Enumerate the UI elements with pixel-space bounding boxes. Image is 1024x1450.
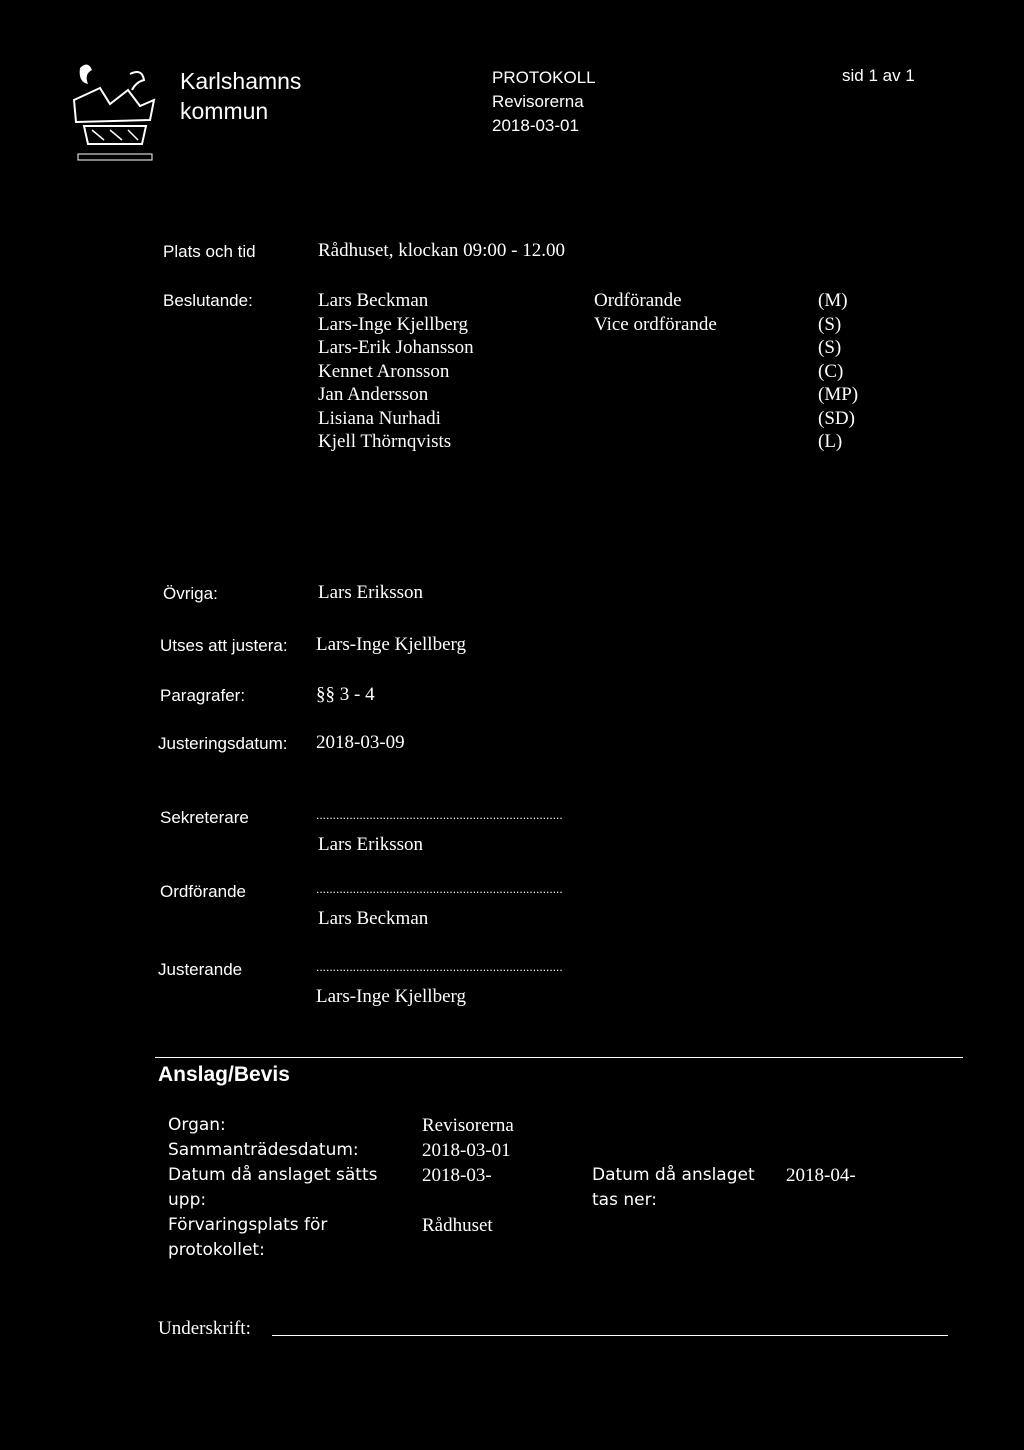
municipality-line2: kommun: [180, 98, 269, 124]
decider-party: (S): [818, 337, 842, 358]
municipality-line1: Karlshamns: [180, 68, 302, 94]
deciders-roles: [594, 289, 717, 336]
decider-name: Lars-Erik Johansson: [318, 337, 474, 358]
doc-body: Revisorerna: [492, 92, 584, 111]
decider-party: (L): [818, 431, 843, 452]
posted-value: 2018-03-: [422, 1165, 492, 1186]
deciders-parties: [818, 289, 858, 454]
decider-name: Lars Beckman: [318, 290, 429, 311]
posted-label-line2: upp:: [168, 1190, 207, 1210]
storage-value: Rådhuset: [422, 1215, 493, 1236]
meeting-date-value: 2018-03-01: [422, 1140, 511, 1161]
adjuster-label: Utses att justera:: [160, 636, 288, 655]
removed-labels: [592, 1163, 755, 1213]
decider-name: Kennet Aronsson: [318, 360, 450, 382]
signature-name-adjuster: Lars-Inge Kjellberg: [316, 986, 467, 1007]
municipality-name: [180, 66, 301, 126]
signature-name-chair: Lars Beckman: [318, 908, 429, 929]
adjust-date-label: Justeringsdatum:: [158, 734, 288, 753]
removed-label-line2: tas ner:: [592, 1190, 657, 1210]
doc-date: 2018-03-01: [492, 116, 579, 135]
decider-party: (C): [818, 360, 844, 382]
place-label: Plats och tid: [163, 242, 256, 261]
decider-name: Jan Andersson: [318, 384, 429, 405]
decider-role: Ordförande: [594, 290, 682, 311]
signature-label-adjuster: Justerande: [158, 960, 243, 979]
municipality-logo-icon: [70, 60, 160, 168]
signature-label-secretary: Sekreterare: [160, 808, 249, 827]
signature-name-secretary: Lars Eriksson: [318, 834, 424, 855]
removed-value: 2018-04-: [786, 1165, 856, 1186]
others-label: Övriga:: [163, 584, 218, 603]
adjuster-value: Lars-Inge Kjellberg: [316, 634, 467, 655]
decider-name: Kjell Thörnqvists: [318, 431, 452, 452]
signature-line: ..........................................................................: [316, 960, 563, 974]
decider-name: Lars-Inge Kjellberg: [318, 313, 469, 335]
signature-line: ..........................................................................: [316, 808, 563, 822]
posted-label-line1: Datum då anslaget sätts: [168, 1165, 378, 1185]
decider-party: (S): [818, 313, 842, 335]
deciders-label: Beslutande:: [163, 291, 253, 310]
decider-role: Vice ordförande: [594, 313, 717, 335]
organ-value: Revisorerna: [422, 1115, 514, 1136]
deciders-names: [318, 289, 474, 454]
organ-label: Organ:: [168, 1115, 226, 1135]
decider-party: (SD): [818, 407, 855, 429]
anslag-values: [422, 1113, 514, 1238]
adjust-date-value: 2018-03-09: [316, 732, 405, 753]
decider-party: (MP): [818, 384, 859, 405]
divider: [155, 1057, 963, 1058]
signature-label: Underskrift:: [158, 1318, 251, 1339]
signature-underline: [272, 1335, 948, 1336]
storage-label-line1: Förvaringsplats för: [168, 1215, 328, 1235]
anslag-title: Anslag/Bevis: [158, 1063, 290, 1086]
others-value: Lars Eriksson: [318, 582, 424, 603]
decider-party: (M): [818, 290, 848, 311]
doc-type: PROTOKOLL: [492, 68, 596, 87]
anslag-labels: [168, 1113, 378, 1263]
paragraphs-value: §§ 3 - 4: [316, 684, 375, 705]
paragraphs-label: Paragrafer:: [160, 686, 246, 705]
document-header: [492, 66, 596, 138]
signature-line: ..........................................................................: [316, 882, 563, 896]
decider-name: Lisiana Nurhadi: [318, 407, 441, 429]
page-number: sid 1 av 1: [842, 66, 915, 85]
signature-label-chair: Ordförande: [160, 882, 246, 901]
meeting-date-label: Sammanträdesdatum:: [168, 1140, 359, 1160]
storage-label-line2: protokollet:: [168, 1240, 265, 1260]
removed-label-line1: Datum då anslaget: [592, 1165, 755, 1185]
place-value: Rådhuset, klockan 09:00 - 12.00: [318, 240, 565, 261]
